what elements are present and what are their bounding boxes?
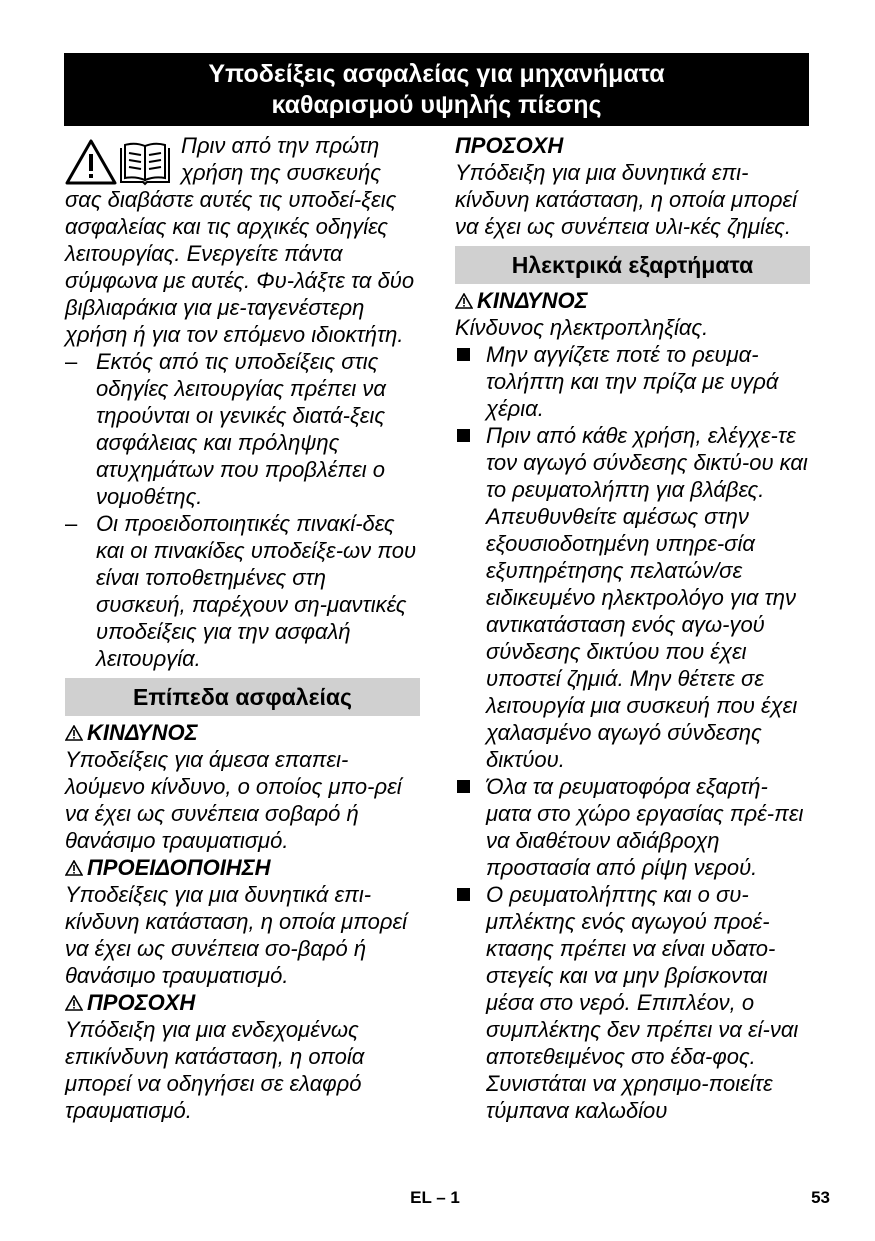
section-heading-safety-levels: Επίπεδα ασφαλείας bbox=[65, 678, 420, 716]
square-bullet-icon bbox=[457, 348, 470, 361]
list-item bbox=[455, 773, 810, 881]
danger-label: ΚΙΝΔΥΝΟΣ bbox=[455, 287, 810, 314]
danger-label: ΚΙΝΔΥΝΟΣ bbox=[65, 719, 420, 746]
list-item bbox=[455, 422, 810, 773]
list-item-text: Όλα τα ρευματοφόρα εξαρτή-ματα στο χώρο εργασίας πρέ-πει να διαθέτουν αδιάβροχη προστασία από ρίψη νερού. bbox=[486, 774, 804, 880]
warning-text: Υποδείξεις για μια δυνητικά επι-κίνδυνη κατάσταση, η οποία μπορεί να έχει ως συνέπεια σο-βαρό ή θανάσιμο τραυματισμό. bbox=[65, 882, 408, 988]
attention-label: ΠΡΟΣΟΧΗ bbox=[455, 133, 564, 158]
square-bullet-icon bbox=[457, 888, 470, 901]
list-item bbox=[65, 510, 420, 672]
warning-label: ΠΡΟΕΙΔΟΠΟΙΗΣΗ bbox=[65, 854, 420, 881]
page-title-line-2: καθαρισμού υψηλής πίεσης bbox=[271, 90, 602, 119]
list-item-text: Μην αγγίζετε ποτέ το ρευμα-τολήπτη και την πρίζα με υγρά χέρια. bbox=[486, 342, 779, 421]
list-item-text: Πριν από κάθε χρήση, ελέγχε-τε τον αγωγό σύνδεσης δικτύ-ου και το ρευματολήπτη για βλάβες. Απευθυνθείτε αμέσως στην εξουσιοδοτημένη υπηρε-σία εξυπηρέτησης πελατών/σε ειδικευμένο ηλεκτρολόγο για την αντικατάσταση ενός αγω-γού σύνδεσης δικτύου που έχει υποστεί ζημιά. Μην θέτετε σε λειτουργία μια συσκευή που έχει χαλασμένο αγωγό σύνδεσης δικτύου. bbox=[486, 423, 808, 772]
dash-bullet: – bbox=[65, 511, 78, 536]
dash-bullet: – bbox=[65, 349, 78, 374]
list-item bbox=[455, 341, 810, 422]
square-bullet-icon bbox=[457, 429, 470, 442]
danger-text: Υποδείξεις για άμεσα επαπει-λούμενο κίνδυνο, ο οποίος μπο-ρεί να έχει ως συνέπεια σοβαρό ή θανάσιμο τραυματισμό. bbox=[65, 747, 402, 853]
intro-line-1: Πριν από την πρώτη bbox=[181, 133, 380, 158]
caution-label: ΠΡΟΣΟΧΗ bbox=[65, 989, 420, 1016]
section-heading-electrical-components: Ηλεκτρικά εξαρτήματα bbox=[455, 246, 810, 284]
list-item-text: Οι προειδοποιητικές πινακί-δες και οι πινακίδες υποδείξε-ων που είναι τοποθετημένες στη συσκευή, παρέχουν ση-μαντικές υποδείξεις για την ασφαλή λειτουργία. bbox=[96, 511, 417, 671]
danger-text: Κίνδυνος ηλεκτροπληξίας. bbox=[455, 315, 709, 340]
caution-text: Υπόδειξη για μια ενδεχομένως επικίνδυνη κατάσταση, η οποία μπορεί να οδηγήσει σε ελαφρό τραυματισμό. bbox=[65, 1017, 365, 1123]
page-title bbox=[64, 53, 809, 126]
page-number: 53 bbox=[811, 1188, 830, 1207]
square-bullet-icon bbox=[457, 780, 470, 793]
right-column bbox=[455, 132, 810, 1124]
intro-text: σας διαβάστε αυτές τις υποδεί-ξεις ασφαλείας και τις αρχικές οδηγίες λειτουργίας. Ενεργείτε πάντα σύμφωνα με αυτές. Φυ-λάξτε τα δύο βιβλιαράκια για με-ταγενέστερη χρήση ή για τον επόμενο ιδιοκτήτη. bbox=[65, 187, 415, 347]
warning-triangle-icon bbox=[65, 860, 83, 876]
warning-triangle-icon bbox=[65, 995, 83, 1011]
list-item-text: Ο ρευματολήπτης και ο συ-μπλέκτης ενός αγωγού προέ-κτασης πρέπει να είναι υδατο-στεγείς και να μην βρίσκονται μέσα στο νερό. Επιπλέον, ο συμπλέκτης δεν πρέπει να εί-ναι αποτεθειμένος στο έδα-φος. Συνιστάται να χρησιμο-ποιείτε τύμπανα καλωδίου bbox=[486, 882, 799, 1123]
list-item-text: Εκτός από τις υποδείξεις στις οδηγίες λειτουργίας πρέπει να τηρούνται οι γενικές διατά-ξεις ασφάλειας και πρόληψης ατυχημάτων που προβλέπει ο νομοθέτης. bbox=[96, 349, 386, 509]
warning-triangle-icon bbox=[65, 725, 83, 741]
intro-line-2: χρήση της συσκευής bbox=[181, 160, 381, 185]
list-item bbox=[455, 881, 810, 1124]
footer-language-section: EL – 1 bbox=[410, 1188, 460, 1207]
warning-triangle-icon bbox=[455, 293, 473, 309]
left-column bbox=[65, 132, 420, 1124]
page-title-line-1: Υποδείξεις ασφαλείας για μηχανήματα bbox=[208, 59, 665, 88]
attention-text: Υπόδειξη για μια δυνητικά επι-κίνδυνη κατάσταση, η οποία μπορεί να έχει ως συνέπεια υλι-κές ζημίες. bbox=[455, 160, 798, 239]
list-item bbox=[65, 348, 420, 510]
manual-book-icon bbox=[121, 144, 169, 184]
warning-read-manual-icon bbox=[65, 138, 173, 186]
warning-triangle-icon bbox=[67, 141, 115, 183]
